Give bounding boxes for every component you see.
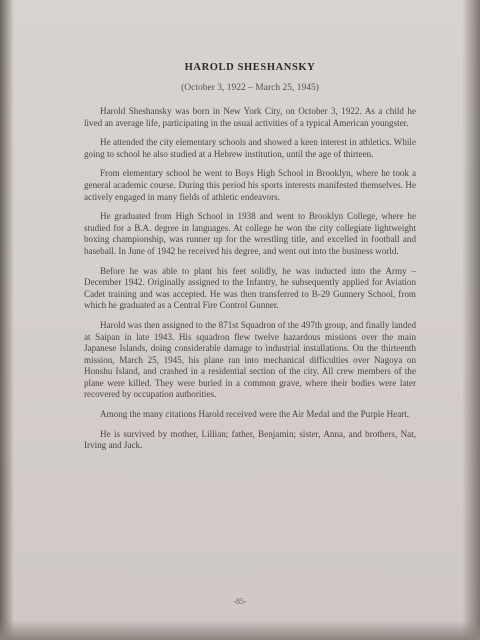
paragraph-college: He graduated from High School in 1938 and went to Brooklyn College, where he studied for a B.A. degree in languages. At college he won the city collegiate lightweight boxing championship, was runner up for the wrestling title, and excelled in football and baseball. In June of 1942 he received his degree, and went out into the business world. xyxy=(84,211,416,256)
paragraph-birth: Harold Sheshansky was born in New York City, on October 3, 1922. As a child he lived an average life, participating in the usual activities of a typical American youngster. xyxy=(84,106,416,128)
page-content xyxy=(84,62,416,460)
paragraph-elementary-school: He attended the city elementary schools and showed a keen interest in athletics. While going to school he also studied at a Hebrew institution, until the age of thirteen. xyxy=(84,137,416,159)
paragraph-squadron: Harold was then assigned to the 871st Squadron of the 497th group, and finally landed at Saipan in late 1943. His squadron flew twelve hazardous missions over the main Japanese Islands, doing considerable damage to industrial installations. On the thirteenth mission, March 25, 1945, his plane ran into mechanical difficulties over Nagoya on Honshu Island, and crashed in a residential section of the city. All crew members of the plane were killed. They were buried in a common grave, where their bodies were later recovered by occupation authorities. xyxy=(84,319,416,400)
page-number: -85- xyxy=(233,597,247,606)
paragraph-survivors: He is survived by mother, Lillian; father, Benjamin; sister, Anna, and brothers, Nat, Irving and Jack. xyxy=(84,428,416,451)
page-shadow-left xyxy=(0,0,14,640)
page-shadow-right xyxy=(462,0,480,640)
paragraph-army: Before he was able to plant his feet solidly, he was inducted into the Army – December 1942. Originally assigned to the Infantry, he subsequently applied for Aviation Cadet training and was accepted. He was then transferred to B-29 Gunnery School, from which he graduated as a Central Fire Control Gunner. xyxy=(84,265,416,311)
paragraph-high-school: From elementary school he went to Boys High School in Brooklyn, where he took a general academic course. During this period his sports interests manifested themselves. He actively engaged in many fields of athletic endeavors. xyxy=(84,168,416,202)
page-title: HAROLD SHESHANSKY xyxy=(184,62,316,73)
life-dates: (October 3, 1922 – March 25, 1945) xyxy=(181,83,319,93)
paragraph-citations: Among the many citations Harold received were the Air Medal and the Purple Heart. xyxy=(100,409,410,420)
page-shadow-bottom xyxy=(0,620,480,640)
